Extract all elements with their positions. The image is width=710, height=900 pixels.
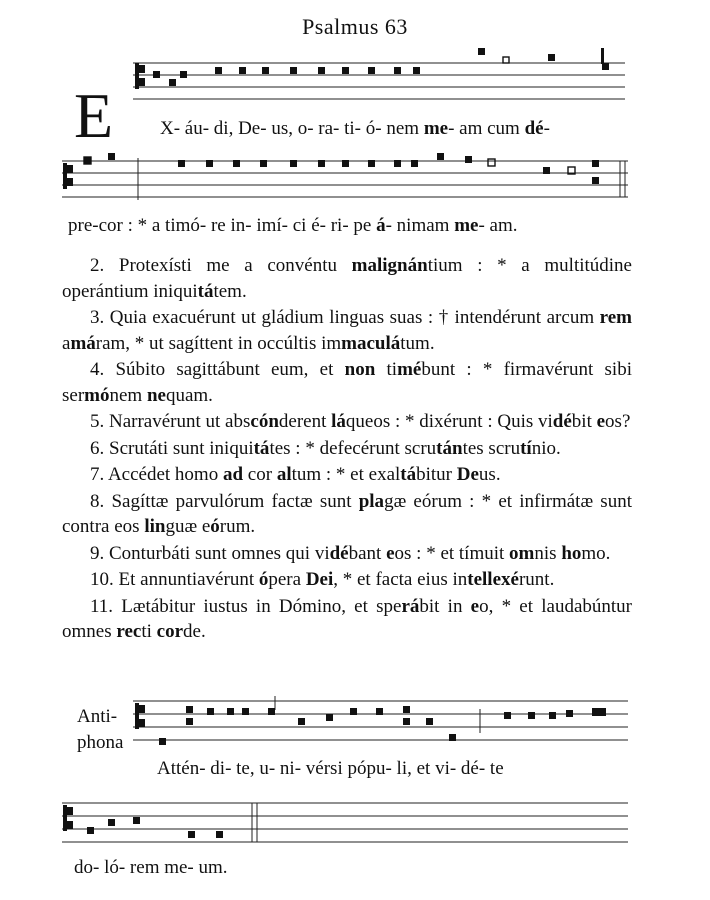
text-run: runt. [518, 569, 555, 590]
text-run: Et annuntiavérunt [113, 569, 259, 590]
accent-syllable: cón [250, 411, 279, 432]
accent-syllable: rem [599, 307, 632, 328]
accent-syllable: á [376, 215, 386, 236]
text-run: Súbito sagittábunt eum, et [104, 359, 345, 380]
accent-syllable: ó [210, 516, 220, 537]
text-run: ti [141, 621, 157, 642]
accent-syllable: lá [385, 332, 401, 354]
antiphon-lyric-line-1: Attén- di- te, u- ni- vérsi pópu- li, et vi- dé- te [157, 758, 504, 779]
text-run: Sagíttæ parvulórum factæ sunt [104, 490, 359, 512]
psalm-verse [62, 436, 632, 462]
accent-syllable: tellex [467, 569, 511, 590]
text-run: bunt : * firmavérunt sibi ser [62, 359, 632, 406]
text-run: os? [605, 411, 631, 432]
text-run: pera [268, 569, 306, 590]
accent-syllable: e [470, 595, 480, 617]
antiphon-label-line-2: phona [77, 732, 124, 753]
accent-syllable: má [70, 332, 96, 354]
text-run: a [62, 332, 71, 354]
psalm-verse [62, 462, 632, 488]
text-run: pre-cor : * a timó- re in- imí- ci é- ri- pe [68, 215, 377, 236]
text-run: Conturbáti sunt omnes qui vi [104, 542, 330, 564]
text-run: Narravérunt ut abs [104, 411, 251, 432]
verse-number: 11. [90, 595, 114, 617]
verse-number: 9. [90, 542, 105, 564]
verse-number: 7. [90, 464, 105, 485]
text-run: mo. [581, 542, 611, 564]
text-run: nem [109, 384, 147, 406]
text-run: tem. [213, 280, 247, 302]
accent-syllable: tá [400, 464, 417, 485]
text-run: quam. [165, 384, 213, 406]
text-run: X- áu- di, De- us, o- ra- ti- ó- nem [160, 118, 424, 139]
accent-syllable: é [510, 569, 519, 590]
text-run: gæ eórum : * et infirmátæ sunt contra eos [62, 490, 632, 537]
psalm-verse [62, 357, 632, 408]
psalm-verse [62, 489, 632, 540]
text-run: , * et facta eius in [333, 569, 468, 590]
text-run: cor [243, 464, 277, 485]
text-run: Lætábitur iustus in Dómino, et spe [113, 595, 402, 617]
text-run: Scrutáti sunt iniqui [104, 437, 254, 459]
text-run: tum : * et exal [291, 464, 401, 485]
accent-syllable: ne [146, 384, 166, 406]
chant-lyric-line-2 [68, 215, 518, 237]
accent-syllable: ad [222, 464, 244, 485]
accent-syllable: Dei [305, 569, 334, 590]
accent-syllable: e [596, 411, 606, 432]
text-run: guæ e [165, 516, 211, 537]
accent-syllable: cor [156, 621, 184, 642]
psalm-verse [62, 409, 632, 435]
text-run: queos : * dixérunt : Quis vi [345, 411, 553, 432]
verse-number: 8. [90, 490, 105, 512]
text-run: nio. [531, 437, 561, 459]
verse-number: 5. [90, 411, 105, 432]
accent-syllable: malignán [351, 255, 428, 276]
verse-number: 10. [90, 569, 114, 590]
accent-syllable: rec [116, 621, 142, 642]
accent-syllable: mó [84, 384, 110, 406]
text-run: bant [348, 542, 387, 564]
psalm-verse [62, 253, 632, 304]
psalm-verses [62, 253, 632, 645]
accent-syllable: lin [144, 516, 166, 537]
text-run: bit [571, 411, 597, 432]
psalm-verse [62, 305, 632, 356]
accent-syllable: me [423, 118, 449, 139]
accent-syllable: dé [552, 411, 572, 432]
accent-syllable: ó [258, 569, 269, 590]
psalm-verse [62, 567, 632, 593]
verse-number: 2. [90, 255, 105, 276]
accent-syllable: pla [358, 490, 385, 512]
accent-syllable: tá [253, 437, 270, 459]
accent-syllable: macu [341, 332, 386, 354]
accent-syllable: lá [331, 411, 346, 432]
accent-syllable: ho [561, 542, 582, 564]
accent-syllable: e [386, 542, 395, 564]
text-run: o, * et laudabúntur omnes [62, 595, 632, 642]
chant-lyric-line-1 [160, 118, 550, 140]
accent-syllable: al [276, 464, 292, 485]
text-run: derent [278, 411, 332, 432]
accent-syllable: me [454, 215, 479, 236]
text-run: bit in [419, 595, 471, 617]
text-run: de. [183, 621, 206, 642]
psalm-verse [62, 594, 632, 645]
text-run: - am cum [448, 118, 525, 139]
antiphon-label-line-1: Anti- [77, 706, 118, 727]
verse-number: 6. [90, 437, 105, 459]
antiphon-lyric-line-2: do- ló- rem me- um. [74, 857, 228, 878]
accent-syllable: om [509, 542, 535, 564]
text-run: tes scru [462, 437, 521, 459]
text-run: - am. [478, 215, 518, 236]
accent-syllable: non [344, 359, 376, 380]
drop-initial: E [74, 80, 114, 151]
antiphon-label [77, 704, 123, 756]
text-run: ram, * ut sagíttent in occúltis im [95, 332, 342, 354]
accent-syllable: De [456, 464, 479, 485]
accent-syllable: rá [401, 595, 420, 617]
text-run: - [543, 118, 550, 139]
text-run: ti [375, 359, 398, 380]
accent-syllable: mé [397, 359, 422, 380]
page-title: Psalmus 63 [302, 14, 408, 39]
text-run: tum. [400, 332, 435, 354]
text-run: Accédet homo [104, 464, 223, 485]
text-run: nis [534, 542, 562, 564]
verse-number: 3. [90, 307, 105, 328]
accent-syllable: dé [329, 542, 349, 564]
text-run: rum. [219, 516, 256, 537]
text-run: bitur [416, 464, 457, 485]
accent-syllable: dé [524, 118, 544, 139]
psalm-verse [62, 541, 632, 567]
text-run: us. [478, 464, 501, 485]
text-run: tes : * defecérunt scru [269, 437, 437, 459]
accent-syllable: tá [197, 280, 214, 302]
text-run: os : * et tímuit [394, 542, 510, 564]
accent-syllable: tí [520, 437, 532, 459]
accent-syllable: tán [436, 437, 463, 459]
text-run: - nimam [385, 215, 455, 236]
verse-number: 4. [90, 359, 105, 380]
text-run: Quia exacuérunt ut gládium linguas suas : † intendérunt arcum [104, 307, 600, 328]
text-run: Protexísti me a convéntu [104, 255, 352, 276]
text-run: tium : * a multitúdine operántium iniqui [62, 255, 632, 302]
